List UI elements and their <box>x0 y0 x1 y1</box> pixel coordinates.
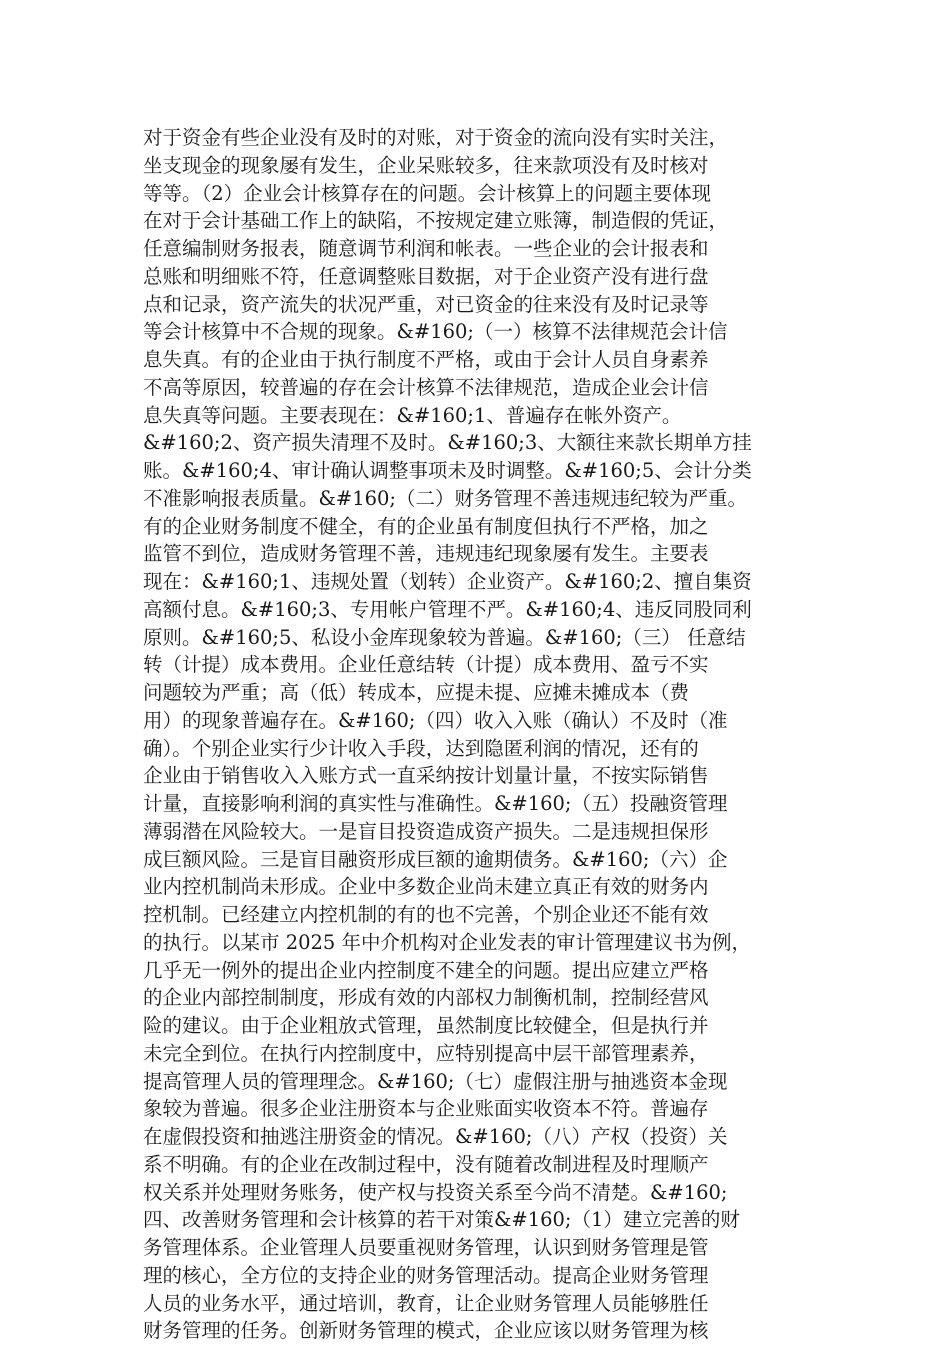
text-line: 点和记录，资产流失的状况严重，对已资金的往来没有及时记录等 <box>143 292 709 316</box>
text-line: 坐支现金的现象屡有发生，企业呆账较多，往来款项没有及时核对 <box>143 153 709 177</box>
text-line: 确）。个别企业实行少计收入手段，达到隐匿利润的情况，还有的 <box>143 736 699 760</box>
text-line: 转（计提）成本费用。企业任意结转（计提）成本费用、盈亏不实 <box>143 653 709 677</box>
text-line: 不准影响报表质量。&#160;（二）财务管理不善违规违纪较为严重。 <box>143 486 747 510</box>
text-line: 控机制。已经建立内控机制的有的也不完善，个别企业还不能有效 <box>143 903 709 926</box>
text-line: 总账和明细账不符，任意调整账目数据，对于企业资产没有进行盘 <box>143 264 709 288</box>
text-line: 系不明确。有的企业在改制过程中，没有随着改制进程及时理顺产 <box>143 1152 709 1176</box>
text-line: 未完全到位。在执行内控制度中，应特别提高中层干部管理素养， <box>143 1041 709 1065</box>
text-line: 对于资金有些企业没有及时的对账，对于资金的流向没有实时关注， <box>143 126 729 149</box>
text-line: 的执行。以某市 2025 年中介机构对企业发表的审计管理建议书为例， <box>143 930 752 954</box>
text-line: 象较为普遍。很多企业注册资本与企业账面实收资本不符。普遍存 <box>143 1097 709 1121</box>
text-line: 息失真等问题。主要表现在：&#160;1、普遍存在帐外资产。 <box>143 403 682 427</box>
text-line: 四、改善财务管理和会计核算的若干对策&#160;（1）建立完善的财 <box>143 1208 740 1232</box>
text-line: 不高等原因，较普遍的存在会计核算不法律规范，造成企业会计信 <box>143 375 709 399</box>
text-line: 用）的现象普遍存在。&#160;（四）收入入账（确认）不及时（准 <box>143 708 728 732</box>
text-line: 提高管理人员的管理理念。&#160;（七）虚假注册与抽逃资本金现 <box>143 1069 728 1093</box>
text-line: 成巨额风险。三是盲目融资形成巨额的逾期债务。&#160;（六）企 <box>143 847 728 871</box>
text-line: 原则。&#160;5、私设小金库现象较为普遍。&#160;（三） 任意结 <box>143 625 746 649</box>
text-line: 有的企业财务制度不健全，有的企业虽有制度但执行不严格，加之 <box>143 514 709 538</box>
text-line: 的企业内部控制制度，形成有效的内部权力制衡机制，控制经营风 <box>143 986 709 1010</box>
text-line: 几乎无一例外的提出企业内控制度不建全的问题。提出应建立严格 <box>143 958 709 982</box>
text-line: 企业由于销售收入入账方式一直采纳按计划量计量，不按实际销售 <box>143 764 709 788</box>
text-line: 薄弱潜在风险较大。一是盲目投资造成资产损失。二是违规担保形 <box>143 819 709 843</box>
text-line: 等会计核算中不合规的现象。&#160;（一）核算不法律规范会计信 <box>143 320 728 344</box>
text-line: 监管不到位，造成财务管理不善，违规违纪现象屡有发生。主要表 <box>143 542 709 566</box>
text-line: 权关系并处理财务账务，使产权与投资关系至今尚不清楚。&#160; <box>143 1180 728 1204</box>
body-text <box>143 124 823 1345</box>
text-line: 财务管理的任务。创新财务管理的模式，企业应该以财务管理为核 <box>143 1319 709 1343</box>
text-line: 在虚假投资和抽逃注册资金的情况。&#160;（八）产权（投资）关 <box>143 1125 728 1148</box>
text-line: 险的建议。由于企业粗放式管理，虽然制度比较健全，但是执行并 <box>143 1014 709 1037</box>
text-line: 计量，直接影响利润的真实性与准确性。&#160;（五）投融资管理 <box>143 792 728 815</box>
text-line: 等等。（2）企业会计核算存在的问题。会计核算上的问题主要体现 <box>143 181 712 205</box>
text-line: 任意编制财务报表，随意调节利润和帐表。一些企业的会计报表和 <box>143 237 709 260</box>
text-line: 账。&#160;4、审计确认调整事项未及时调整。&#160;5、会计分类 <box>143 459 752 482</box>
text-line: 人员的业务水平，通过培训，教育，让企业财务管理人员能够胜任 <box>143 1291 709 1315</box>
text-line: 业内控机制尚未形成。企业中多数企业尚未建立真正有效的财务内 <box>143 875 709 899</box>
text-line: 息失真。有的企业由于执行制度不严格，或由于会计人员自身素养 <box>143 348 709 371</box>
text-line: 问题较为严重；高（低）转成本，应提未提、应摊未摊成本（费 <box>143 681 690 704</box>
text-line: 在对于会计基础工作上的缺陷，不按规定建立账簿，制造假的凭证， <box>143 209 729 233</box>
text-line: 理的核心，全方位的支持企业的财务管理活动。提高企业财务管理 <box>143 1263 709 1287</box>
text-line: 务管理体系。企业管理人员要重视财务管理，认识到财务管理是管 <box>143 1236 709 1259</box>
text-line: 高额付息。&#160;3、专用帐户管理不严。&#160;4、违反同股同利 <box>143 597 752 621</box>
text-line: &#160;2、资产损失清理不及时。&#160;3、大额往来款长期单方挂 <box>143 431 752 455</box>
text-line: 现在：&#160;1、违规处置（划转）企业资产。&#160;2、擅自集资 <box>143 570 752 593</box>
